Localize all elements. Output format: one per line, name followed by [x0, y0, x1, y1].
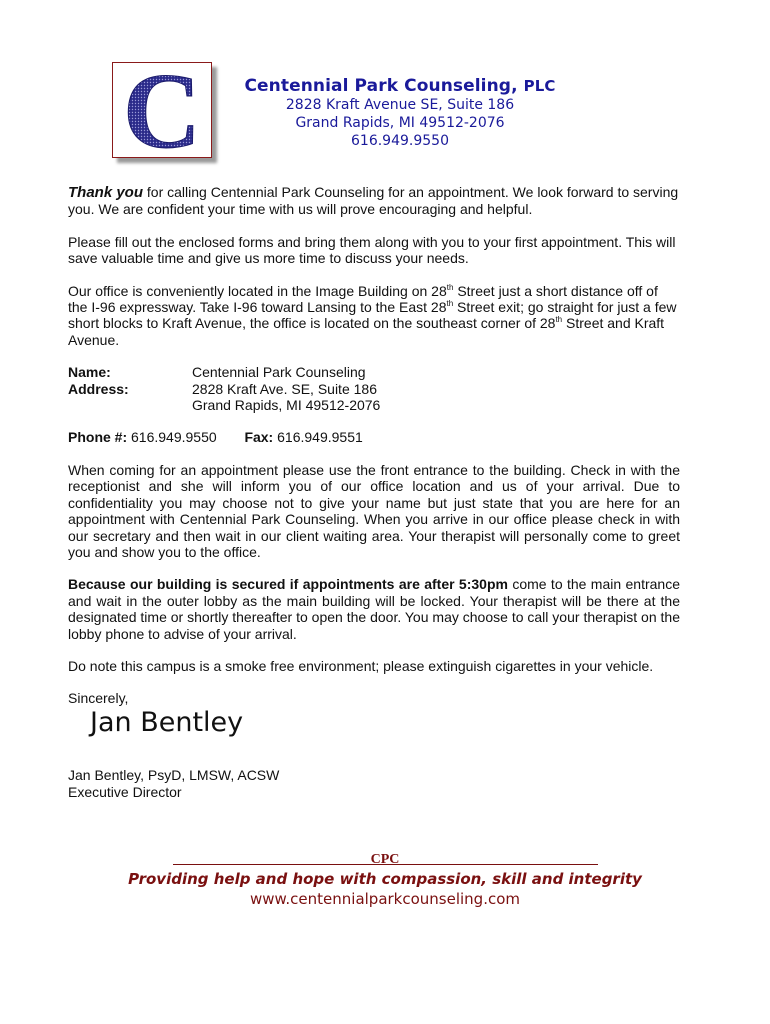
- contact-numbers: [68, 429, 680, 445]
- address-label: Address:: [68, 380, 129, 397]
- signer-name: Jan Bentley, PsyD, LMSW, ACSW: [68, 767, 280, 784]
- phone-value: 616.949.9550: [127, 429, 217, 446]
- closing: Sincerely,: [68, 690, 129, 707]
- company-phone: 616.949.9550: [351, 133, 449, 149]
- paragraph-directions: Our office is conveniently located in the Image Building on 28th Street just a short distance off of the I-96 expressway. Take I-96 toward Lansing to the East 28th Street exit; go straight for just a few short blocks to Kraft Avenue, the office is located on the southeast corner of 28th Street and Kraft Avenue.: [68, 282, 677, 348]
- address-value-2: Grand Rapids, MI 49512-2076: [192, 397, 381, 414]
- footer: [100, 850, 670, 908]
- address-block: [68, 364, 680, 413]
- signer-title: Executive Director: [68, 783, 182, 800]
- company-address-line1: 2828 Kraft Avenue SE, Suite 186: [285, 97, 515, 113]
- fax-label: Fax:: [244, 429, 274, 446]
- paragraph-forms: Please fill out the enclosed forms and bring them along with you to your first appointment. This will save valuable time and give us more time to discuss your needs.: [68, 233, 676, 267]
- name-label: Name:: [68, 364, 111, 381]
- paragraph-smoke-free: Do note this campus is a smoke free environment; please extinguish cigarettes in your vehicle.: [68, 657, 654, 674]
- fax-value: 616.949.9551: [273, 429, 363, 446]
- signature: Jan Bentley: [90, 706, 244, 738]
- paragraph-arrival: When coming for an appointment please use the front entrance to the building. Check in with the receptionist and she will inform you of our office location and us of your arrival. Due to confidentiality you may choose not to give your name but just state that you are here for an appointment with Centennial Park Counseling. When you arrive in our office please check in with our secretary and then wait in our client waiting area. Your therapist will personally come to greet you and show you to the office.: [68, 461, 680, 560]
- phone-label: Phone #:: [68, 429, 128, 446]
- letter-body: [68, 184, 680, 800]
- company-logo: [112, 62, 212, 158]
- paragraph-thank-you: Thank you for calling Centennial Park Counseling for an appointment. We look forward to serving you. We are confident your time with us will prove encouraging and helpful.: [68, 184, 679, 218]
- company-address-line2: Grand Rapids, MI 49512-2076: [295, 115, 505, 131]
- company-name: Centennial Park Counseling, PLC: [244, 76, 556, 96]
- paragraph-security: Because our building is secured if appointments are after 5:30pm come to the main entrance and wait in the outer lobby as the main building will be locked. Your therapist will be there at the designated time or shortly thereafter to open the door. You may choose to call your therapist on the lobby phone to advise of your arrival.: [68, 576, 680, 642]
- footer-tagline: Providing help and hope with compassion, skill and integrity: [128, 870, 642, 888]
- footer-cpc: CPC: [370, 852, 400, 867]
- logo-letter: C: [123, 63, 201, 157]
- address-value-1: 2828 Kraft Ave. SE, Suite 186: [192, 380, 377, 397]
- letterhead: [230, 76, 570, 150]
- name-value: Centennial Park Counseling: [192, 364, 366, 381]
- footer-rule: [173, 850, 598, 866]
- footer-website-link[interactable]: www.centennialparkcounseling.com: [249, 890, 521, 908]
